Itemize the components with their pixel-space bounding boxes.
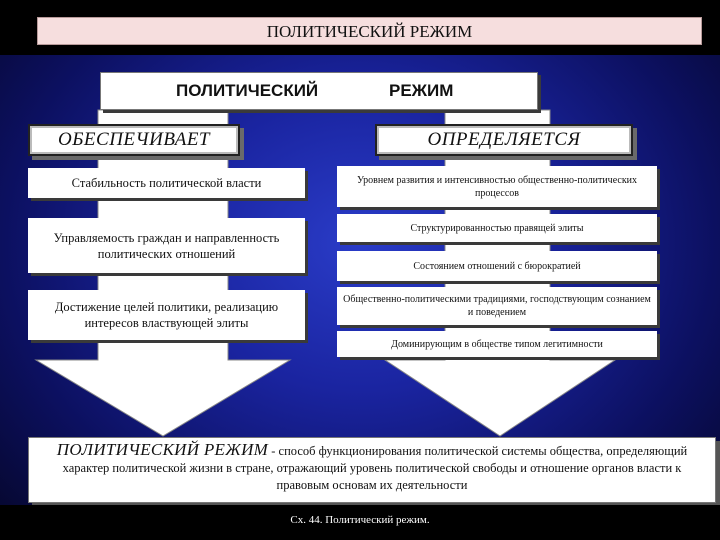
left-item-stability: Стабильность политической власти bbox=[28, 168, 305, 198]
slide-title: ПОЛИТИЧЕСКИЙ РЕЖИМ bbox=[37, 17, 702, 45]
provides-label: ОБЕСПЕЧИВАЕТ bbox=[28, 124, 240, 156]
left-item-governability: Управляемость граждан и направленность политических отношений bbox=[28, 218, 305, 273]
header-word-1: ПОЛИТИЧЕСКИЙ bbox=[176, 81, 319, 100]
right-item-elite: Структурированностью правящей элиты bbox=[337, 214, 657, 242]
right-item-traditions: Общественно-политическими традициями, господствующим сознанием и поведением bbox=[337, 287, 657, 325]
right-item-legitimacy: Доминирующим в обществе типом легитимности bbox=[337, 331, 657, 357]
header-box bbox=[100, 72, 538, 110]
determined-label: ОПРЕДЕЛЯЕТСЯ bbox=[375, 124, 633, 156]
definition-term: ПОЛИТИЧЕСКИЙ РЕЖИМ bbox=[56, 440, 269, 459]
left-item-goals: Достижение целей политики, реализацию интересов властвующей элиты bbox=[28, 290, 305, 340]
definition-text: - способ функционирования политической системы общества, определяющий характер политической жизни в стране, отражающий уровень политической свободы и отношение органов власти к правовым основам их деятельности bbox=[62, 444, 688, 492]
right-item-development: Уровнем развития и интенсивностью общественно-политических процессов bbox=[337, 166, 657, 207]
figure-caption: Сх. 44. Политический режим. bbox=[290, 514, 430, 526]
header-word-2: РЕЖИМ bbox=[389, 81, 454, 100]
definition-box bbox=[28, 437, 716, 503]
left-down-arrow bbox=[36, 110, 290, 436]
right-item-bureaucracy: Состоянием отношений с бюрократией bbox=[337, 251, 657, 281]
